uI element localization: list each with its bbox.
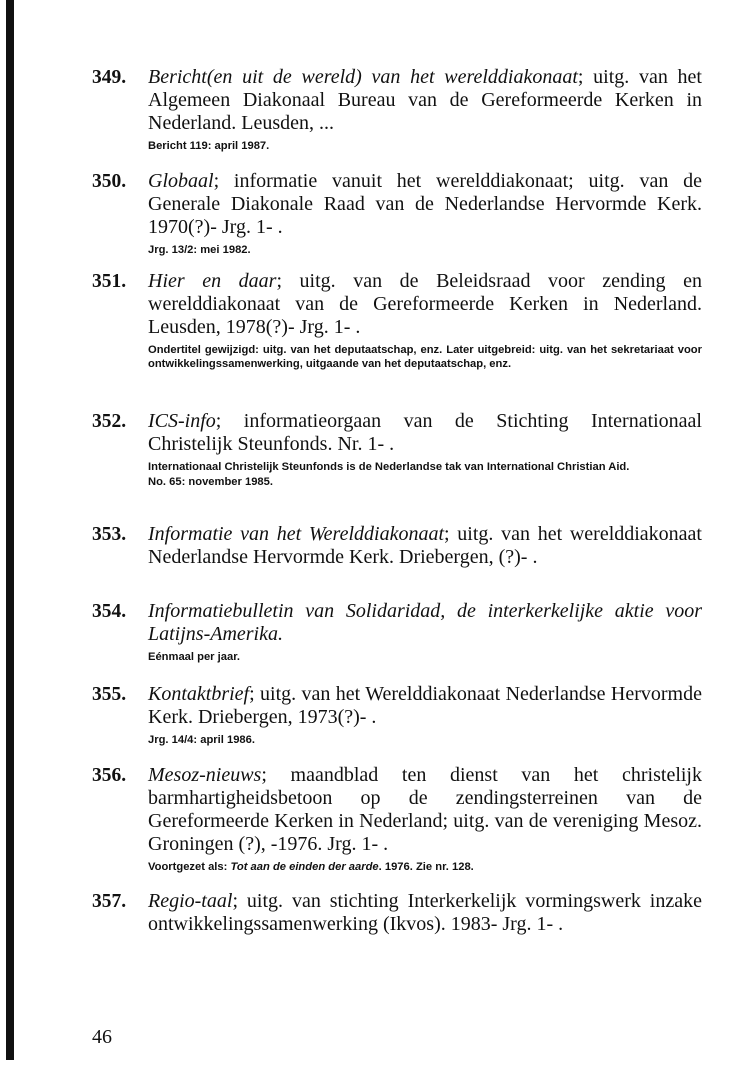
entry-352 (92, 410, 702, 489)
entry-text (148, 890, 702, 936)
entry-number: 349. (92, 67, 127, 88)
note-suffix: . 1976. Zie nr. 128. (378, 861, 474, 873)
entry-349 (92, 66, 702, 154)
entry-title: Regio-taal (148, 890, 233, 912)
entry-title: Globaal (148, 170, 214, 192)
entry-title: Hier en daar (148, 270, 277, 292)
entry-description: ; uitg. van het Werelddiakonaat Nederlandse Hervormde Kerk. Driebergen, 1973(?)- . (148, 683, 702, 728)
entry-note: Ondertitel gewijzigd: uitg. van het deputaatschap, enz. Later uitgebreid: uitg. van het sekretariaat voor ontwikkelingssamenwerking, uitgaande van het deputaatschap, enz. (148, 344, 702, 370)
entry-description: ; informatie vanuit het werelddiakonaat; uitg. van de Generale Diakonale Raad van de Nederlandse Hervormde Kerk. 1970(?)- Jrg. 1- . (148, 170, 702, 238)
entry-355 (92, 683, 702, 748)
entry-351 (92, 270, 702, 371)
entry-357 (92, 890, 702, 936)
entry-text (148, 170, 702, 239)
entry-note: Jrg. 14/4: april 1986. (148, 734, 255, 746)
entry-number: 351. (92, 271, 127, 292)
entry-number: 354. (92, 601, 127, 622)
entry-title: Informatiebulletin van Solidaridad, de interkerkelijke aktie voor Latijns-Amerika. (148, 600, 702, 645)
entry-description: ; maandblad ten dienst van het christelijk barmhartigheidsbetoon op de zendingsterreinen van de Gereformeerde Kerken in Nederland; uitg. van de vereniging Mesoz. Groningen (?), -1976. Jrg. 1- . (148, 764, 702, 855)
entry-text (148, 270, 702, 339)
note-prefix: Voortgezet als: (148, 861, 231, 873)
entry-number: 355. (92, 684, 127, 705)
entry-text (148, 764, 702, 856)
entry-text (148, 523, 702, 569)
entry-title: Bericht(en uit de wereld) van het werelddiakonaat (148, 66, 578, 88)
entry-number: 353. (92, 524, 127, 545)
entry-description: ; uitg. van het werelddiakonaat Nederlandse Hervormde Kerk. Driebergen, (?)- . (148, 523, 702, 568)
entry-note: No. 65: november 1985. (148, 475, 273, 488)
entry-note: Jrg. 13/2: mei 1982. (148, 244, 251, 256)
entry-title: Informatie van het Werelddiakonaat (148, 523, 445, 545)
page-edge (6, 0, 14, 1060)
entry-description: ; uitg. van de Beleidsraad voor zending en werelddiakonaat van de Gereformeerde Kerken in Nederland. Leusden, 1978(?)- Jrg. 1- . (148, 270, 702, 338)
page-number: 46 (92, 1026, 112, 1048)
entry-text (148, 600, 702, 646)
entry-number: 357. (92, 891, 127, 912)
entry-text (148, 410, 702, 456)
entry-description: ; uitg. van het Algemeen Diakonaal Bureau van de Gereformeerde Kerken in Nederland. Leusden, ... (148, 66, 702, 134)
entry-note: Eénmaal per jaar. (148, 651, 241, 663)
entry-350 (92, 170, 702, 258)
entry-note: Bericht 119: april 1987. (148, 140, 270, 152)
entry-353 (92, 523, 702, 569)
entry-text (148, 66, 702, 135)
entry-description: ; informatieorgaan van de Stichting Internationaal Christelijk Steunfonds. Nr. 1- . (148, 410, 702, 455)
note-title: Tot aan de einden der aarde (230, 861, 379, 873)
entry-354 (92, 600, 702, 665)
entry-title: Mesoz-nieuws (148, 764, 262, 786)
entry-number: 356. (92, 765, 127, 786)
entry-text (148, 683, 702, 729)
entry-note (148, 861, 702, 875)
entry-356 (92, 764, 702, 875)
entry-title: ICS-info (148, 410, 216, 432)
entry-note: Internationaal Christelijk Steunfonds is de Nederlandse tak van International Christian Aid. (148, 461, 630, 473)
entry-number: 350. (92, 171, 127, 192)
entry-number: 352. (92, 411, 127, 432)
entry-description: ; uitg. van stichting Interkerkelijk vormingswerk inzake ontwikkelingssamenwerking (Ikvos). 1983- Jrg. 1- . (148, 890, 702, 935)
entry-title: Kontaktbrief (148, 683, 250, 705)
